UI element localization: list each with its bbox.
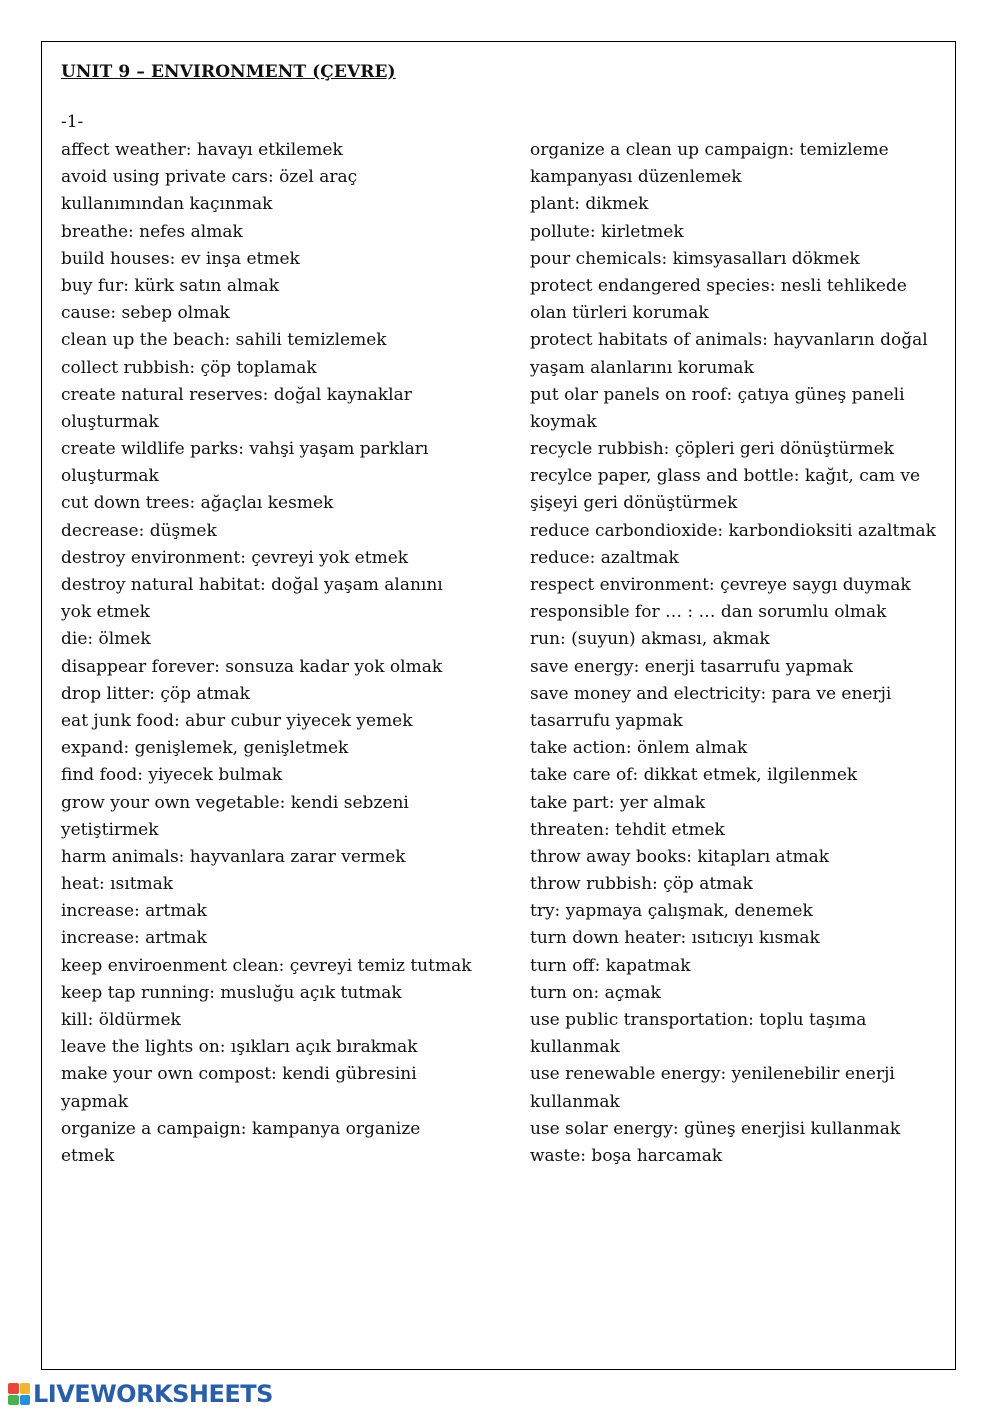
vocabulary-line: disappear forever: sonsuza kadar yok olmak <box>61 656 443 677</box>
vocabulary-line: waste: boşa harcamak <box>530 1145 723 1166</box>
vocabulary-line: protect endangered species: nesli tehlikede <box>530 275 907 296</box>
vocabulary-line: kullanmak <box>530 1091 620 1112</box>
vocabulary-line: run: (suyun) akması, akmak <box>530 629 770 650</box>
vocabulary-line: tasarrufu yapmak <box>530 710 683 731</box>
vocabulary-line: heat: ısıtmak <box>61 874 174 895</box>
vocabulary-line: take part: yer almak <box>530 792 706 813</box>
vocabulary-line: şişeyi geri dönüştürmek <box>530 493 738 514</box>
vocabulary-column-right <box>530 137 950 1170</box>
vocabulary-line: reduce carbondioxide: karbondioksiti azaltmak <box>530 520 936 541</box>
vocabulary-line: keep tap running: musluğu açık tutmak <box>61 982 402 1003</box>
vocabulary-line: make your own compost: kendi gübresini <box>61 1064 417 1085</box>
vocabulary-line: increase: artmak <box>61 901 207 922</box>
vocabulary-line: leave the lights on: ışıkları açık bırakmak <box>61 1037 418 1058</box>
vocabulary-line: respect environment: çevreye saygı duymak <box>530 575 911 595</box>
vocabulary-line: olan türleri korumak <box>530 303 709 324</box>
vocabulary-line: breathe: nefes almak <box>61 221 243 242</box>
vocabulary-line: buy fur: kürk satın almak <box>61 275 280 296</box>
vocabulary-line: yapmak <box>61 1091 129 1112</box>
vocabulary-line: destroy natural habitat: doğal yaşam alanını <box>61 575 443 595</box>
worksheet-page <box>41 41 956 1370</box>
vocabulary-line: etmek <box>61 1145 115 1166</box>
vocabulary-line: try: yapmaya çalışmak, denemek <box>530 901 813 922</box>
vocabulary-line: create natural reserves: doğal kaynaklar <box>61 384 412 405</box>
vocabulary-line: plant: dikmek <box>530 194 649 215</box>
vocabulary-line: pollute: kirletmek <box>530 221 684 242</box>
vocabulary-line: throw away books: kitapları atmak <box>530 846 830 867</box>
footer-branding <box>8 1379 273 1409</box>
vocabulary-line: find food: yiyecek bulmak <box>61 765 283 786</box>
vocabulary-line: destroy environment: çevreyi yok etmek <box>61 547 409 568</box>
vocabulary-line: pour chemicals: kimsyasalları dökmek <box>530 248 860 269</box>
vocabulary-line: recylce paper, glass and bottle: kağıt, cam ve <box>530 466 921 487</box>
liveworksheets-logo-icon <box>8 1383 30 1405</box>
vocabulary-line: oluşturmak <box>61 411 159 432</box>
vocabulary-line: increase: artmak <box>61 928 207 949</box>
vocabulary-line: oluşturmak <box>61 466 159 487</box>
vocabulary-line: turn off: kapatmak <box>530 955 691 976</box>
page-title: UNIT 9 – ENVIRONMENT (ÇEVRE) <box>61 62 396 82</box>
vocabulary-line: turn on: açmak <box>530 982 661 1003</box>
vocabulary-line: yetiştirmek <box>61 819 159 840</box>
vocabulary-line: drop litter: çöp atmak <box>61 683 250 704</box>
logo-tile <box>20 1383 31 1394</box>
vocabulary-line: die: ölmek <box>61 629 151 650</box>
vocabulary-line: yok etmek <box>61 602 150 623</box>
vocabulary-line: expand: genişlemek, genişletmek <box>61 738 349 759</box>
logo-tile <box>8 1395 19 1406</box>
vocabulary-line: use public transportation: toplu taşıma <box>530 1010 867 1030</box>
vocabulary-line: eat junk food: abur cubur yiyecek yemek <box>61 710 413 731</box>
vocabulary-line: create wildlife parks: vahşi yaşam parkları <box>61 439 429 460</box>
vocabulary-line: kampanyası düzenlemek <box>530 167 742 188</box>
brand-logo-text: LIVEWORKSHEETS <box>33 1380 273 1408</box>
vocabulary-column-left <box>61 137 511 1170</box>
vocabulary-line: organize a campaign: kampanya organize <box>61 1118 421 1139</box>
vocabulary-line: turn down heater: ısıtıcıyı kısmak <box>530 928 820 949</box>
vocabulary-line: kill: öldürmek <box>61 1010 181 1030</box>
vocabulary-line: threaten: tehdit etmek <box>530 819 725 840</box>
vocabulary-line: take care of: dikkat etmek, ilgilenmek <box>530 765 858 786</box>
vocabulary-line: kullanmak <box>530 1037 620 1058</box>
vocabulary-line: keep enviroenment clean: çevreyi temiz tutmak <box>61 955 472 976</box>
vocabulary-line: harm animals: hayvanlara zarar vermek <box>61 846 406 867</box>
vocabulary-line: recycle rubbish: çöpleri geri dönüştürmek <box>530 439 894 460</box>
vocabulary-line: decrease: düşmek <box>61 520 217 541</box>
vocabulary-line: put olar panels on roof: çatıya güneş paneli <box>530 384 905 405</box>
vocabulary-line: cause: sebep olmak <box>61 303 230 324</box>
vocabulary-line: clean up the beach: sahili temizlemek <box>61 330 387 351</box>
vocabulary-line: organize a clean up campaign: temizleme <box>530 140 889 160</box>
vocabulary-line: take action: önlem almak <box>530 738 748 759</box>
vocabulary-line: build houses: ev inşa etmek <box>61 248 300 269</box>
vocabulary-line: save money and electricity: para ve enerji <box>530 683 892 704</box>
logo-tile <box>8 1383 19 1394</box>
vocabulary-line: use solar energy: güneş enerjisi kullanmak <box>530 1118 901 1139</box>
vocabulary-line: affect weather: havayı etkilemek <box>61 140 343 160</box>
vocabulary-line: grow your own vegetable: kendi sebzeni <box>61 792 409 813</box>
vocabulary-line: collect rubbish: çöp toplamak <box>61 357 317 378</box>
vocabulary-line: use renewable energy: yenilenebilir enerji <box>530 1064 895 1085</box>
vocabulary-line: protect habitats of animals: hayvanların doğal <box>530 330 928 351</box>
vocabulary-line: cut down trees: ağaçlaı kesmek <box>61 493 334 514</box>
vocabulary-line: responsible for … : … dan sorumlu olmak <box>530 602 887 623</box>
vocabulary-line: save energy: enerji tasarrufu yapmak <box>530 656 853 677</box>
vocabulary-line: throw rubbish: çöp atmak <box>530 874 753 895</box>
vocabulary-line: avoid using private cars: özel araç <box>61 167 358 188</box>
section-marker: -1- <box>61 112 84 132</box>
vocabulary-line: yaşam alanlarını korumak <box>530 357 754 378</box>
vocabulary-line: reduce: azaltmak <box>530 547 679 568</box>
vocabulary-line: koymak <box>530 411 597 432</box>
logo-tile <box>20 1395 31 1406</box>
vocabulary-line: kullanımından kaçınmak <box>61 194 273 215</box>
